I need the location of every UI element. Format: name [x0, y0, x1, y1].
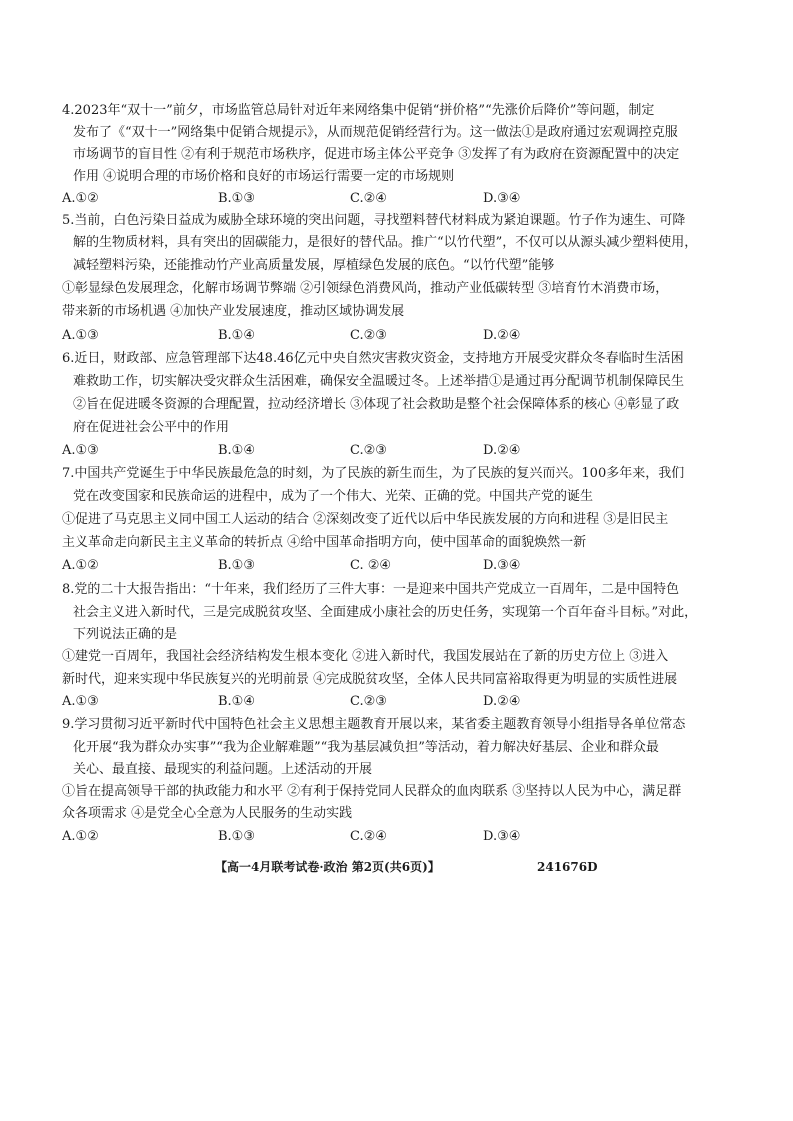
- page-footer-code: 241676D: [537, 860, 598, 874]
- option-b: B.①③: [218, 829, 255, 844]
- option-c: C.②③: [350, 328, 387, 343]
- question-line: 发布了《“双十一”网络集中促销合规提示》，从而规范促销经营行为。这一做法①是政府通过宏观调控克服: [73, 125, 678, 140]
- question-line: 作用 ④说明合理的市场价格和良好的市场运行需要一定的市场规则: [73, 169, 455, 184]
- question-line: 难救助工作，切实解决受灾群众生活困难，确保安全温暖过冬。上述举措①是通过再分配调节机制保障民生: [73, 374, 685, 389]
- question-line: 党在改变国家和民族命运的进程中，成为了一个伟大、光荣、正确的党。中国共产党的诞生: [73, 489, 594, 504]
- option-d: D.②④: [483, 443, 521, 458]
- question-line: 化开展“我为群众办实事”“我为企业解难题”“我为基层减负担”等活动，着力解决好基层、企业和群众最: [73, 740, 659, 755]
- option-d: D.③④: [483, 829, 521, 844]
- question-line: 市场调节的盲目性 ②有利于规范市场秩序，促进市场主体公平竞争 ③发挥了有为政府在资源配置中的决定: [73, 147, 680, 162]
- question-line: 社会主义进入新时代，三是完成脱贫攻坚、全面建成小康社会的历史任务，实现第一个百年奋斗目标。”对此，: [73, 605, 698, 620]
- option-a: A.①③: [62, 694, 99, 709]
- option-a: A.①②: [62, 191, 99, 206]
- question-line: ①建党一百周年，我国社会经济结构发生根本变化 ②进入新时代，我国发展站在了新的历史方位上 ③进入: [62, 649, 669, 664]
- question-line: 8.党的二十大报告指出：“十年来，我们经历了三件大事：一是迎来中国共产党成立一百周年，二是中国特色: [62, 582, 680, 597]
- question-line: 关心、最直接、最现实的利益问题。上述活动的开展: [73, 762, 373, 777]
- option-a: A.①③: [62, 443, 99, 458]
- option-c: C.②③: [350, 694, 387, 709]
- page-footer-label: 【高一4月联考试卷·政治 第2页(共6页)】: [215, 860, 440, 874]
- question-line: 减轻塑料污染，还能推动竹产业高质量发展，厚植绿色发展的底色。“以竹代塑”能够: [73, 258, 555, 273]
- option-b: B.①③: [218, 558, 255, 573]
- option-b: B.①④: [218, 328, 255, 343]
- question-line: ①彰显绿色发展理念，化解市场调节弊端 ②引领绿色消费风尚，推动产业低碳转型 ③培育竹木消费市场，: [62, 281, 669, 296]
- question-line: ①促进了马克思主义同中国工人运动的结合 ②深刻改变了近代以后中华民族发展的方向和进程 ③是旧民主: [62, 512, 669, 527]
- option-a: A.①③: [62, 328, 99, 343]
- question-line: 解的生物质材料，具有突出的固碳能力，是很好的替代品。推广“以竹代塑”，不仅可以从源头减少塑料使用，: [73, 235, 698, 250]
- question-line: ①旨在提高领导干部的执政能力和水平 ②有利于保持党同人民群众的血肉联系 ③坚持以人民为中心，满足群: [62, 784, 682, 799]
- question-line: 7.中国共产党诞生于中华民族最危急的时刻，为了民族的新生而生，为了民族的复兴而兴。100多年来，我们: [62, 466, 685, 481]
- option-c: C.②④: [350, 191, 387, 206]
- option-c: C.②③: [350, 443, 387, 458]
- option-b: B.①④: [218, 443, 255, 458]
- option-b: B.①③: [218, 191, 255, 206]
- question-line: 下列说法正确的是: [73, 627, 178, 642]
- option-b: B.①④: [218, 694, 255, 709]
- question-line: 6.近日，财政部、应急管理部下达48.46亿元中央自然灾害救灾资金，支持地方开展受灾群众冬春临时生活困: [62, 351, 684, 366]
- option-d: D.③④: [483, 558, 521, 573]
- option-c: C. ②④: [350, 558, 392, 573]
- question-line: 众各项需求 ④是党全心全意为人民服务的生动实践: [62, 806, 353, 821]
- question-line: 府在促进社会公平中的作用: [73, 420, 230, 435]
- question-line: 4.2023年“双十一”前夕，市场监管总局针对近年来网络集中促销“拼价格”“先涨价后降价”等问题，制定: [62, 103, 655, 118]
- option-d: D.②④: [483, 694, 521, 709]
- question-line: 主义革命走向新民主主义革命的转折点 ④给中国革命指明方向，使中国革命的面貌焕然一新: [62, 535, 587, 550]
- option-c: C.②④: [350, 829, 387, 844]
- option-a: A.①②: [62, 829, 99, 844]
- question-line: ②旨在促进暖冬资源的合理配置，拉动经济增长 ③体现了社会救助是整个社会保障体系的核心 ④彰显了政: [73, 397, 680, 412]
- question-line: 带来新的市场机遇 ④加快产业发展速度，推动区域协调发展: [62, 304, 405, 319]
- question-line: 新时代，迎来实现中华民族复兴的光明前景 ④完成脱贫攻坚，全体人民共同富裕取得更为明显的实质性进展: [62, 672, 678, 687]
- option-a: A.①②: [62, 558, 99, 573]
- question-line: 9.学习贯彻习近平新时代中国特色社会主义思想主题教育开展以来，某省委主题教育领导小组指导各单位常态: [62, 717, 686, 732]
- option-d: D.③④: [483, 191, 521, 206]
- question-line: 5.当前，白色污染日益成为威胁全球环境的突出问题，寻找塑料替代材料成为紧迫课题。竹子作为速生、可降: [62, 213, 686, 228]
- option-d: D.②④: [483, 328, 521, 343]
